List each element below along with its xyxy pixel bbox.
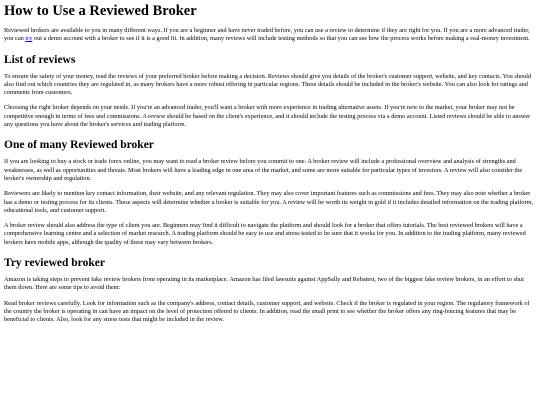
section-heading-try-reviewed-broker: Try reviewed broker (4, 257, 105, 270)
section-paragraph: A broker review should also address the type of client you are. Beginners may find it difficult to navigate the platform and should look for a broker that offers tutorials. The best reviewed brokers will have a comprehensive learning centre and a selection of market research. A trading platform should be easy to use and stress tested to be sure that it works for you. In addition to the trading platform, many reviewed brokers have mobile apps, although the quality of these may vary between brokers. (4, 222, 526, 246)
section-paragraph: To ensure the safety of your money, read the reviews of your preferred broker before making a decision. Reviews should give you details of the broker's customer support, website, and key contacts. You should also find out which countries they are regulated in, as many brokers have a more robust offering in particular regions. These details should be included in the broker's website. You can also look for ratings and comments from customers. (4, 72, 532, 97)
section-paragraph: Amazon is taking steps to prevent fake review brokers from operating in its marketplace. Amazon has filed lawsuits against AppSally and Rebatest, two of the biggest fake review brokers, in an effort to shut them down. Here are some tips to avoid them: (4, 276, 524, 292)
try-link[interactable]: try (25, 35, 33, 43)
section-heading-list-of-reviews: List of reviews (4, 53, 76, 66)
intro-text-after-link: out a demo account with a broker to see if it is a good fit. In addition, many reviews will include testing methods so that you can see how the process works before making a real-money investment. (32, 35, 530, 43)
intro-text-before-link: Reviewed brokers are available to you in many different ways. If you are a beginner and have never traded before, you can use a review to determine if they are right for you. If you are a more advanced trader, you can (4, 27, 530, 43)
intro-paragraph (4, 27, 536, 44)
section-paragraph: If you are looking to buy a stock or trade forex online, you may want to read a broker review before you commit to one. A broker review will include a professional overview and analysis of strengths and weaknesses, as well as opportunities and threats. Most brokers will have a leading edge in one area of the market, and some are more suitable for particular types of investors. A review will also consider the broker's ownership and regulation. (4, 158, 523, 182)
section-heading-one-of-many: One of many Reviewed broker (4, 139, 154, 152)
section-paragraph: Read broker reviews carefully. Look for information such as the company's address, contact details, customer support, and website. Check if the broker is regulated in your region. The regulatory framework of the country the broker is operating in can have an impact on the level of protection offered to clients. In addition, read the small print to see whether the broker offers any ring-fencing features that may be beneficial to clients. Also, look for any stress tests that might be included in the review. (4, 299, 530, 324)
section-paragraph: Reviewers are likely to mention key contact information, their website, and any relevant regulation. They may also cover important features such as commissions and fees. They may also note whether a broker has a demo or testing process for its clients. These aspects will determine whether a broker is suitable for you. A review will be worth its weight in gold if it includes detailed information on the trading platform, educational tools, and customer support. (4, 190, 534, 214)
page-title: How to Use a Reviewed Broker (4, 3, 197, 19)
section-paragraph: Choosing the right broker depends on your needs. If you're an advanced trader, you'll want a broker with more experience in trading alternative assets. If you're new to the market, your broker may not be competitive enough in terms of fees and commissions. A review should be based on the client's experience, and it should include the testing process via a demo account. Listed reviews should be able to answer any questions you have about the broker's services and trading platform. (4, 104, 531, 129)
